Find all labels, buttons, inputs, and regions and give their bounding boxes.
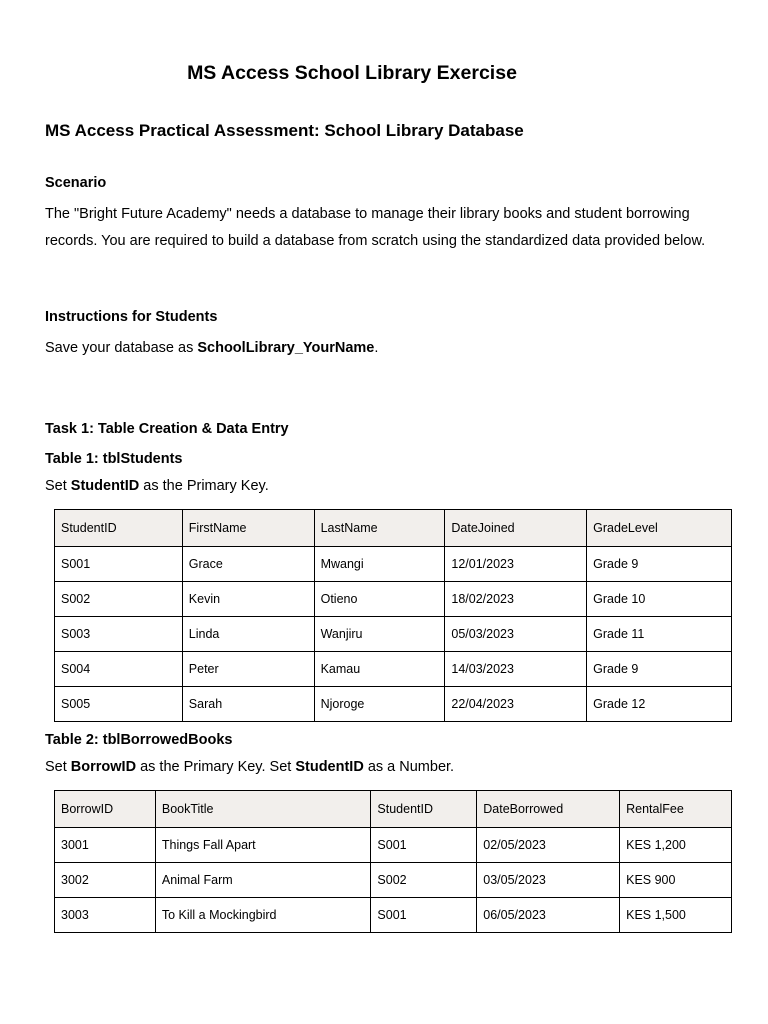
table-cell: Njoroge [314, 687, 445, 722]
table-row [55, 863, 732, 898]
table-cell: Things Fall Apart [155, 828, 371, 863]
instructions-heading: Instructions for Students [45, 309, 218, 325]
table-cell: KES 900 [620, 863, 732, 898]
table-cell: Grade 9 [587, 547, 732, 582]
table-cell: Sarah [182, 687, 314, 722]
table1-note-key: StudentID [70, 478, 140, 494]
column-header: DateBorrowed [477, 791, 620, 828]
table-cell: 06/05/2023 [477, 898, 620, 933]
table-cell: 3002 [55, 863, 156, 898]
table1-note-part: as the Primary Key. [139, 478, 269, 494]
table-cell: S001 [55, 547, 183, 582]
table-cell: KES 1,500 [620, 898, 732, 933]
column-header: StudentID [55, 510, 183, 547]
table-row [55, 547, 732, 582]
column-header: StudentID [371, 791, 477, 828]
table2-heading: Table 2: tblBorrowedBooks [45, 732, 233, 748]
students-table [54, 509, 732, 722]
table-cell: S005 [55, 687, 183, 722]
table-cell: S001 [371, 828, 477, 863]
save-instruction-suffix: . [374, 340, 379, 356]
document-subtitle: MS Access Practical Assessment: School Library Database [45, 121, 524, 140]
table-cell: Otieno [314, 582, 445, 617]
table-row [55, 582, 732, 617]
table-header-row [55, 510, 732, 547]
table-cell: Grade 10 [587, 582, 732, 617]
table2-note-part: Set [45, 759, 71, 775]
table-cell: 3001 [55, 828, 156, 863]
column-header: LastName [314, 510, 445, 547]
column-header: DateJoined [445, 510, 587, 547]
table-row [55, 617, 732, 652]
save-filename: SchoolLibrary_YourName [197, 340, 375, 356]
table-row [55, 898, 732, 933]
scenario-heading: Scenario [45, 175, 107, 191]
table-cell: S001 [371, 898, 477, 933]
table-cell: 12/01/2023 [445, 547, 587, 582]
table-header-row [55, 791, 732, 828]
table2-note-part: as a Number. [363, 759, 455, 775]
table1-note [45, 478, 269, 494]
column-header: BorrowID [55, 791, 156, 828]
table2-note-part: as the Primary Key. Set [136, 759, 296, 775]
table-cell: To Kill a Mockingbird [155, 898, 371, 933]
scenario-paragraph: The "Bright Future Academy" needs a database to manage their library books and student borrowing records. You are required to build a database from scratch using the standardized data provided below. [45, 206, 706, 249]
table-cell: Kevin [182, 582, 314, 617]
table-row [55, 687, 732, 722]
table-cell: 05/03/2023 [445, 617, 587, 652]
table1-note-part: Set [45, 478, 71, 494]
table-cell: Grade 11 [587, 617, 732, 652]
table-cell: Grade 9 [587, 652, 732, 687]
column-header: BookTitle [155, 791, 371, 828]
table-cell: S002 [55, 582, 183, 617]
table-row [55, 828, 732, 863]
column-header: FirstName [182, 510, 314, 547]
table-cell: 14/03/2023 [445, 652, 587, 687]
table-cell: Grace [182, 547, 314, 582]
table-cell: Mwangi [314, 547, 445, 582]
document-title: MS Access School Library Exercise [187, 62, 517, 84]
table-cell: 22/04/2023 [445, 687, 587, 722]
table-cell: KES 1,200 [620, 828, 732, 863]
table-cell: S004 [55, 652, 183, 687]
table2-note [45, 759, 454, 775]
table-cell: Kamau [314, 652, 445, 687]
table-cell: Peter [182, 652, 314, 687]
table-cell: 02/05/2023 [477, 828, 620, 863]
column-header: GradeLevel [587, 510, 732, 547]
table1-heading: Table 1: tblStudents [45, 451, 183, 467]
table2-note-key: StudentID [295, 759, 364, 775]
table-cell: Grade 12 [587, 687, 732, 722]
borrowed-books-table [54, 790, 732, 933]
table-cell: S003 [55, 617, 183, 652]
table-row [55, 652, 732, 687]
table-cell: 18/02/2023 [445, 582, 587, 617]
table-cell: S002 [371, 863, 477, 898]
table-cell: Wanjiru [314, 617, 445, 652]
task1-heading: Task 1: Table Creation & Data Entry [45, 421, 289, 437]
table-cell: 03/05/2023 [477, 863, 620, 898]
table-cell: Animal Farm [155, 863, 371, 898]
column-header: RentalFee [620, 791, 732, 828]
table-cell: 3003 [55, 898, 156, 933]
save-instruction-prefix: Save your database as [45, 340, 198, 356]
table-cell: Linda [182, 617, 314, 652]
table2-note-key: BorrowID [70, 759, 137, 775]
save-instruction [45, 340, 378, 356]
